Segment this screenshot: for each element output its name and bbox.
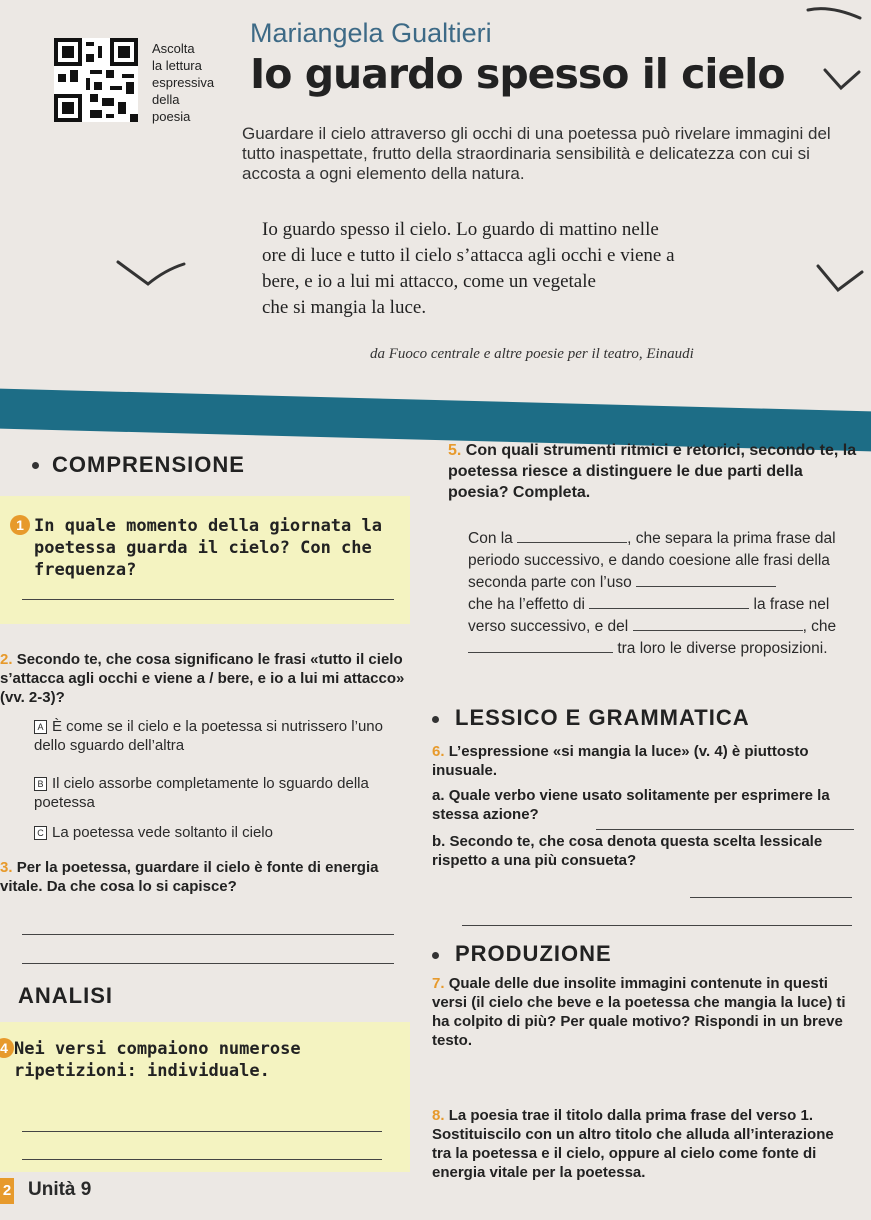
fill-blank[interactable] — [468, 652, 613, 653]
option-letter-a: A — [34, 720, 47, 734]
question-4 — [0, 1038, 394, 1082]
option-letter-b: B — [34, 777, 47, 791]
q2-option-c[interactable] — [34, 823, 404, 842]
q3-answer-line[interactable] — [22, 933, 394, 935]
q6b-answer-line[interactable] — [690, 896, 852, 898]
pen-mark-poem-left — [110, 248, 190, 298]
qr-code-icon[interactable] — [54, 38, 138, 122]
question-6a — [432, 786, 857, 824]
option-text: La poetessa vede soltanto il cielo — [52, 824, 273, 841]
q5-number: 5. — [448, 442, 462, 459]
qr-caption-line: la lettura — [152, 58, 202, 73]
qr-caption-line: poesia — [152, 109, 191, 124]
unit-label: Unità 9 — [28, 1179, 92, 1200]
poem-intro: Guardare il cielo attraverso gli occhi di una poetessa può rivelare immagini del tutto inaspettate, frutto della straordinaria sensibilità e delicatezza con cui si accosta a ogni elemento della natura. — [242, 124, 831, 183]
pen-mark-poem-right — [810, 252, 870, 302]
fill-blank[interactable] — [633, 630, 803, 631]
option-text: È come se il cielo e la poetessa si nutrissero l’uno dello sguardo dell’altra — [34, 718, 383, 754]
pen-mark-top-right — [800, 0, 871, 30]
q6a-answer-line[interactable] — [596, 828, 854, 830]
q4-answer-line[interactable] — [22, 1158, 382, 1160]
q4-text: Nei versi compaiono numerose ripetizioni: individuale. — [14, 1039, 301, 1081]
heading-produzione: PRODUZIONE — [455, 941, 612, 966]
bullet-icon — [32, 462, 39, 469]
fill-text: , che — [802, 618, 837, 635]
poem-title: Io guardo spesso il cielo — [250, 50, 785, 98]
q1-answer-line[interactable] — [22, 598, 394, 600]
footer — [0, 1178, 91, 1204]
fill-blank[interactable] — [517, 542, 627, 543]
fill-text: tra loro le diverse proposizioni. — [617, 640, 828, 657]
q6a-text: Quale verbo viene usato solitamente per esprimere la stessa azione? — [432, 787, 830, 823]
option-letter-c: C — [34, 826, 47, 840]
poem-line: Io guardo spesso il cielo. Lo guardo di mattino nelle — [262, 219, 659, 240]
question-5 — [448, 440, 858, 503]
question-3 — [0, 858, 405, 896]
fill-text: che ha l’effetto di — [468, 596, 585, 613]
poem-text — [262, 217, 675, 321]
page-number-badge: 2 — [0, 1178, 14, 1204]
q6-number: 6. — [432, 743, 445, 760]
q3-text: Per la poetessa, guardare il cielo è fonte di energia vitale. Da che cosa lo si capisce? — [0, 859, 379, 895]
q7-text: Quale delle due insolite immagini contenute in questi versi (il cielo che beve e la poetessa che mangia la luce) ti ha colpito di più? Per quale motivo? Rispondi in un breve testo. — [432, 975, 846, 1049]
q8-number: 8. — [432, 1107, 445, 1124]
heading-analisi: ANALISI — [18, 983, 113, 1008]
q6b-letter: b. — [432, 833, 446, 850]
bullet-icon — [432, 716, 439, 723]
pen-mark-title — [815, 60, 871, 100]
q2-option-a[interactable] — [34, 717, 404, 755]
q6b-answer-line[interactable] — [462, 924, 852, 926]
q6b-text: Secondo te, che cosa denota questa scelta lessicale rispetto a una più consueta? — [432, 833, 823, 869]
fill-text: la frase nel verso successivo, e del — [468, 596, 830, 635]
qr-caption-line: espressiva — [152, 75, 215, 90]
q7-number: 7. — [432, 975, 445, 992]
q6-text: L’espressione «si mangia la luce» (v. 4) è piuttosto inusuale. — [432, 743, 809, 779]
qr-caption-line: Ascolta — [152, 41, 195, 56]
q1-text: In quale momento della giornata la poetessa guarda il cielo? Con che frequenza? — [34, 516, 382, 580]
question-7 — [432, 974, 857, 1050]
poem-line: bere, e io a lui mi attacco, come un vegetale — [262, 271, 596, 292]
question-2 — [0, 650, 410, 707]
poem-source: da Fuoco centrale e altre poesie per il teatro, Einaudi — [370, 346, 694, 362]
question-1 — [16, 515, 394, 581]
fill-blank[interactable] — [589, 608, 749, 609]
q6a-letter: a. — [432, 787, 445, 804]
question-6b — [432, 832, 857, 870]
question-6 — [432, 742, 857, 780]
bullet-icon — [432, 952, 439, 959]
fill-text: Con la — [468, 530, 513, 547]
q5-text: Con quali strumenti ritmici e retorici, secondo te, la poetessa riesce a distinguere le due parti della poesia? Completa. — [448, 442, 857, 501]
qr-caption — [152, 40, 214, 125]
qr-caption-line: della — [152, 92, 180, 107]
poem-author: Mariangela Gualtieri — [250, 18, 492, 48]
question-8 — [432, 1106, 857, 1182]
q4-number: 4 — [0, 1038, 14, 1058]
fill-text: , che separa la prima frase dal periodo successivo, e dando coesione alle frasi della seconda parte con l’uso — [468, 530, 836, 591]
heading-lessico: LESSICO E GRAMMATICA — [455, 705, 750, 730]
q3-number: 3. — [0, 859, 13, 876]
poem-line: ore di luce e tutto il cielo s’attacca agli occhi e viene a — [262, 245, 675, 266]
q2-number: 2. — [0, 651, 13, 668]
q1-number: 1 — [10, 515, 30, 535]
fill-blank[interactable] — [636, 586, 776, 587]
q8-text: La poesia trae il titolo dalla prima frase del verso 1. Sostituiscilo con un altro titolo che alluda all’interazione tra la poetessa e il cielo, oppure al cielo come fonte di energia vitale per la poetessa. — [432, 1107, 834, 1181]
q4-answer-line[interactable] — [22, 1130, 382, 1132]
poem-line: che si mangia la luce. — [262, 297, 427, 318]
q3-answer-line[interactable] — [22, 962, 394, 964]
q5-fill-in — [468, 528, 856, 660]
q2-text: Secondo te, che cosa significano le frasi «tutto il cielo s’attacca agli occhi e viene a / bere, e io a lui mi attacco» (vv. 2-3)? — [0, 651, 405, 706]
q2-option-b[interactable] — [34, 774, 404, 812]
heading-comprensione: COMPRENSIONE — [52, 452, 245, 477]
option-text: Il cielo assorbe completamente lo sguardo della poetessa — [34, 775, 369, 811]
